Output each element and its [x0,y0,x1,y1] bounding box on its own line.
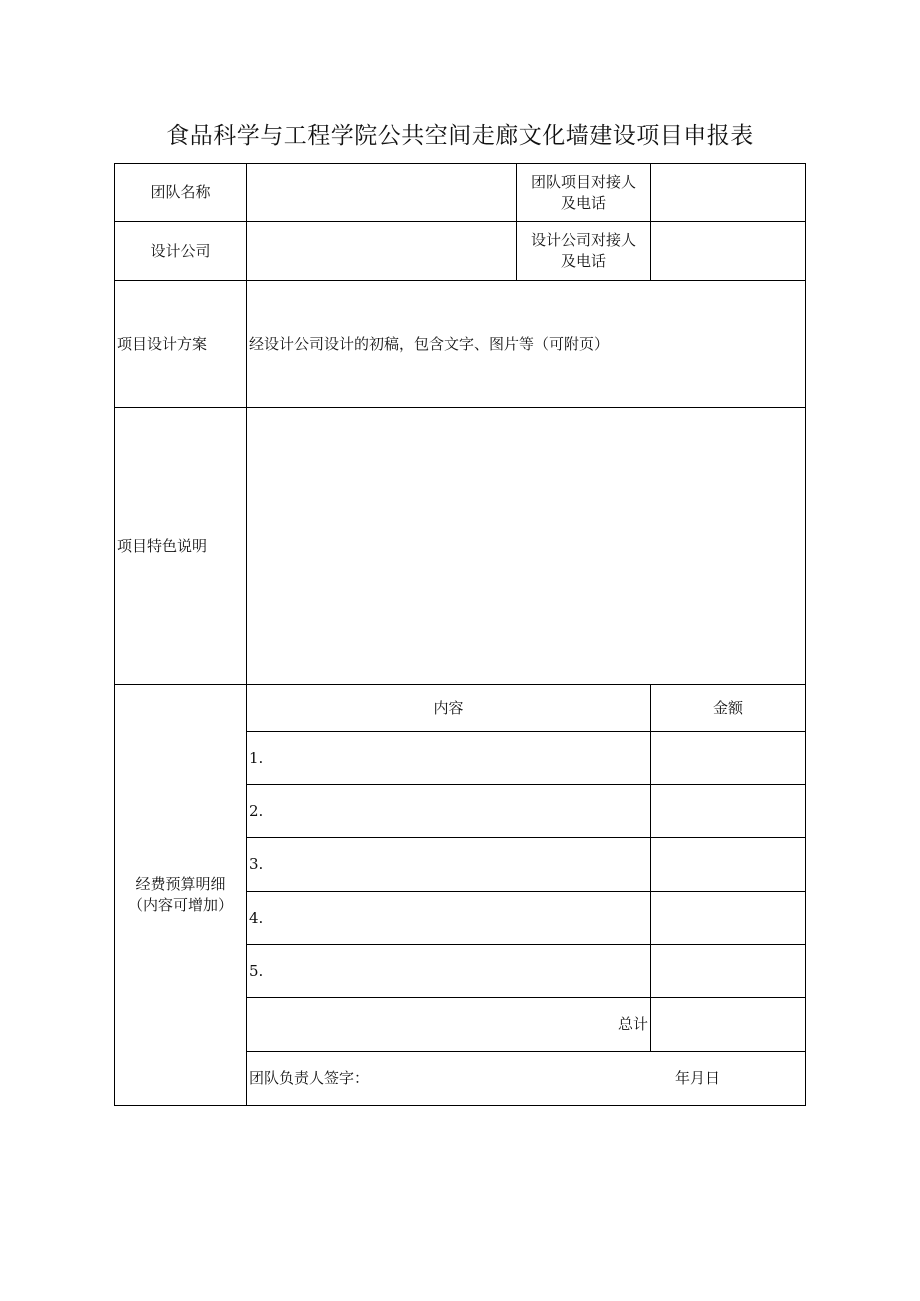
design-plan-field[interactable]: 经设计公司设计的初稿，包含文字、图片等（可附页） [247,281,806,408]
budget-label-line2: （内容可增加） [127,896,233,914]
application-form-table [114,163,806,1106]
total-label: 总计 [247,998,651,1052]
team-name-label: 团队名称 [115,164,247,222]
budget-label [115,685,247,1106]
budget-item-content[interactable]: 5. [247,945,651,998]
budget-item-content[interactable]: 1. [247,732,651,785]
team-contact-label-line2: 及电话 [560,193,606,212]
team-contact-label [517,164,651,222]
budget-item-amount[interactable] [651,785,806,838]
form-title: 食品科学与工程学院公共空间走廊文化墙建设项目申报表 [166,123,754,149]
signature-date-label: 年月日 [674,1069,720,1087]
design-company-label: 设计公司 [115,222,247,281]
team-name-row [115,164,806,222]
company-contact-field[interactable] [651,222,806,281]
budget-item-content[interactable]: 4. [247,892,651,945]
design-plan-row [115,281,806,408]
features-row [115,408,806,685]
features-field[interactable] [247,408,806,685]
team-contact-field[interactable] [651,164,806,222]
budget-header-row [115,685,806,732]
company-contact-label [517,222,651,281]
team-contact-label-line1: 团队项目对接人 [530,172,636,191]
budget-label-line1: 经费预算明细 [135,875,226,893]
amount-column-header: 金额 [651,685,806,732]
features-label: 项目特色说明 [115,408,247,685]
content-column-header: 内容 [247,685,651,732]
team-name-field[interactable] [247,164,517,222]
design-plan-label: 项目设计方案 [115,281,247,408]
budget-item-content[interactable]: 3. [247,838,651,892]
budget-item-amount[interactable] [651,892,806,945]
signature-label: 团队负责人签字： [249,1069,370,1087]
design-company-field[interactable] [247,222,517,281]
budget-item-amount[interactable] [651,945,806,998]
budget-item-amount[interactable] [651,732,806,785]
budget-item-amount[interactable] [651,838,806,892]
company-contact-label-line1: 设计公司对接人 [530,231,636,249]
design-company-row [115,222,806,281]
total-amount-field[interactable] [651,998,806,1052]
signature-field[interactable] [247,1052,806,1106]
company-contact-label-line2: 及电话 [560,252,606,270]
budget-item-content[interactable]: 2. [247,785,651,838]
